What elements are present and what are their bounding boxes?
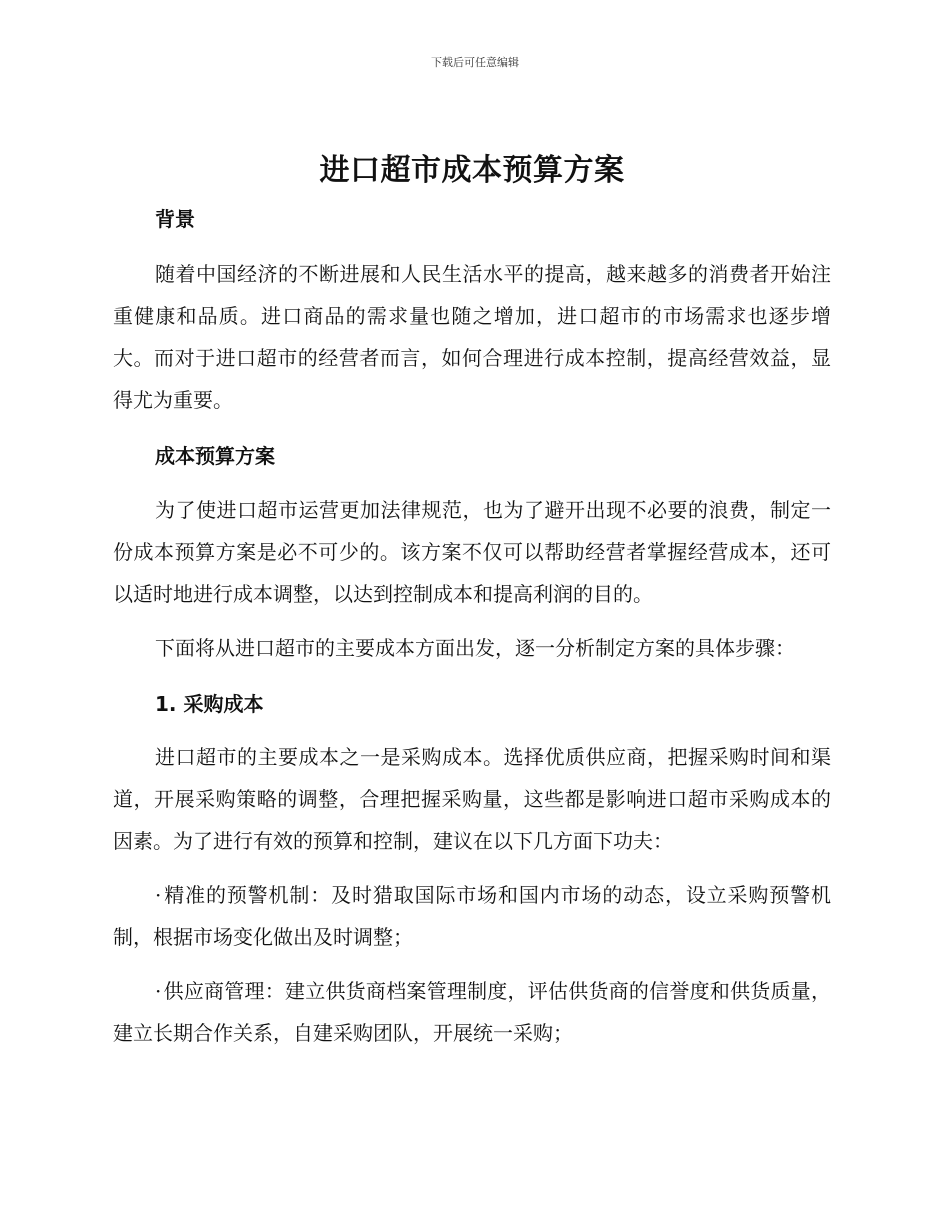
document-body bbox=[113, 148, 831, 1054]
bullet-text: 精准的预警机制：及时猎取国际市场和国内市场的动态，设立采购预警机制，根据市场变化做出及时调整； bbox=[113, 883, 831, 949]
budget-plan-paragraph-1: 为了使进口超市运营更加法律规范，也为了避开出现不必要的浪费，制定一份成本预算方案是必不可少的。该方案不仅可以帮助经营者掌握经营成本，还可以适时地进行成本调整，以达到控制成本和提高利润的目的。 bbox=[113, 498, 831, 606]
bullet-item-early-warning bbox=[113, 874, 831, 958]
page-header-note: 下载后可任意编辑 bbox=[431, 56, 519, 69]
section-heading-budget-plan: 成本预算方案 bbox=[155, 444, 275, 468]
section-heading-background: 背景 bbox=[155, 207, 195, 231]
background-paragraph: 随着中国经济的不断进展和人民生活水平的提高，越来越多的消费者开始注重健康和品质。进口商品的需求量也随之增加，进口超市的市场需求也逐步增大。而对于进口超市的经营者而言，如何合理进行成本控制，提高经营效益，显得尤为重要。 bbox=[113, 262, 831, 412]
bullet-text: 供应商管理：建立供货商档案管理制度，评估供货商的信誉度和供货质量，建立长期合作关系，自建采购团队，开展统一采购； bbox=[113, 979, 831, 1045]
budget-plan-paragraph-2: 下面将从进口超市的主要成本方面出发，逐一分析制定方案的具体步骤： bbox=[155, 636, 795, 660]
bullet-item-supplier-management bbox=[113, 970, 831, 1054]
purchase-cost-paragraph: 进口超市的主要成本之一是采购成本。选择优质供应商，把握采购时间和渠道，开展采购策略的调整，合理把握采购量，这些都是影响进口超市采购成本的因素。为了进行有效的预算和控制，建议在以下几方面下功夫： bbox=[113, 745, 831, 853]
bullet-dot: · bbox=[155, 979, 162, 1003]
document-title: 进口超市成本预算方案 bbox=[319, 153, 625, 188]
section-heading-purchase-cost: 1. 采购成本 bbox=[155, 692, 264, 716]
bullet-dot: · bbox=[155, 883, 162, 907]
